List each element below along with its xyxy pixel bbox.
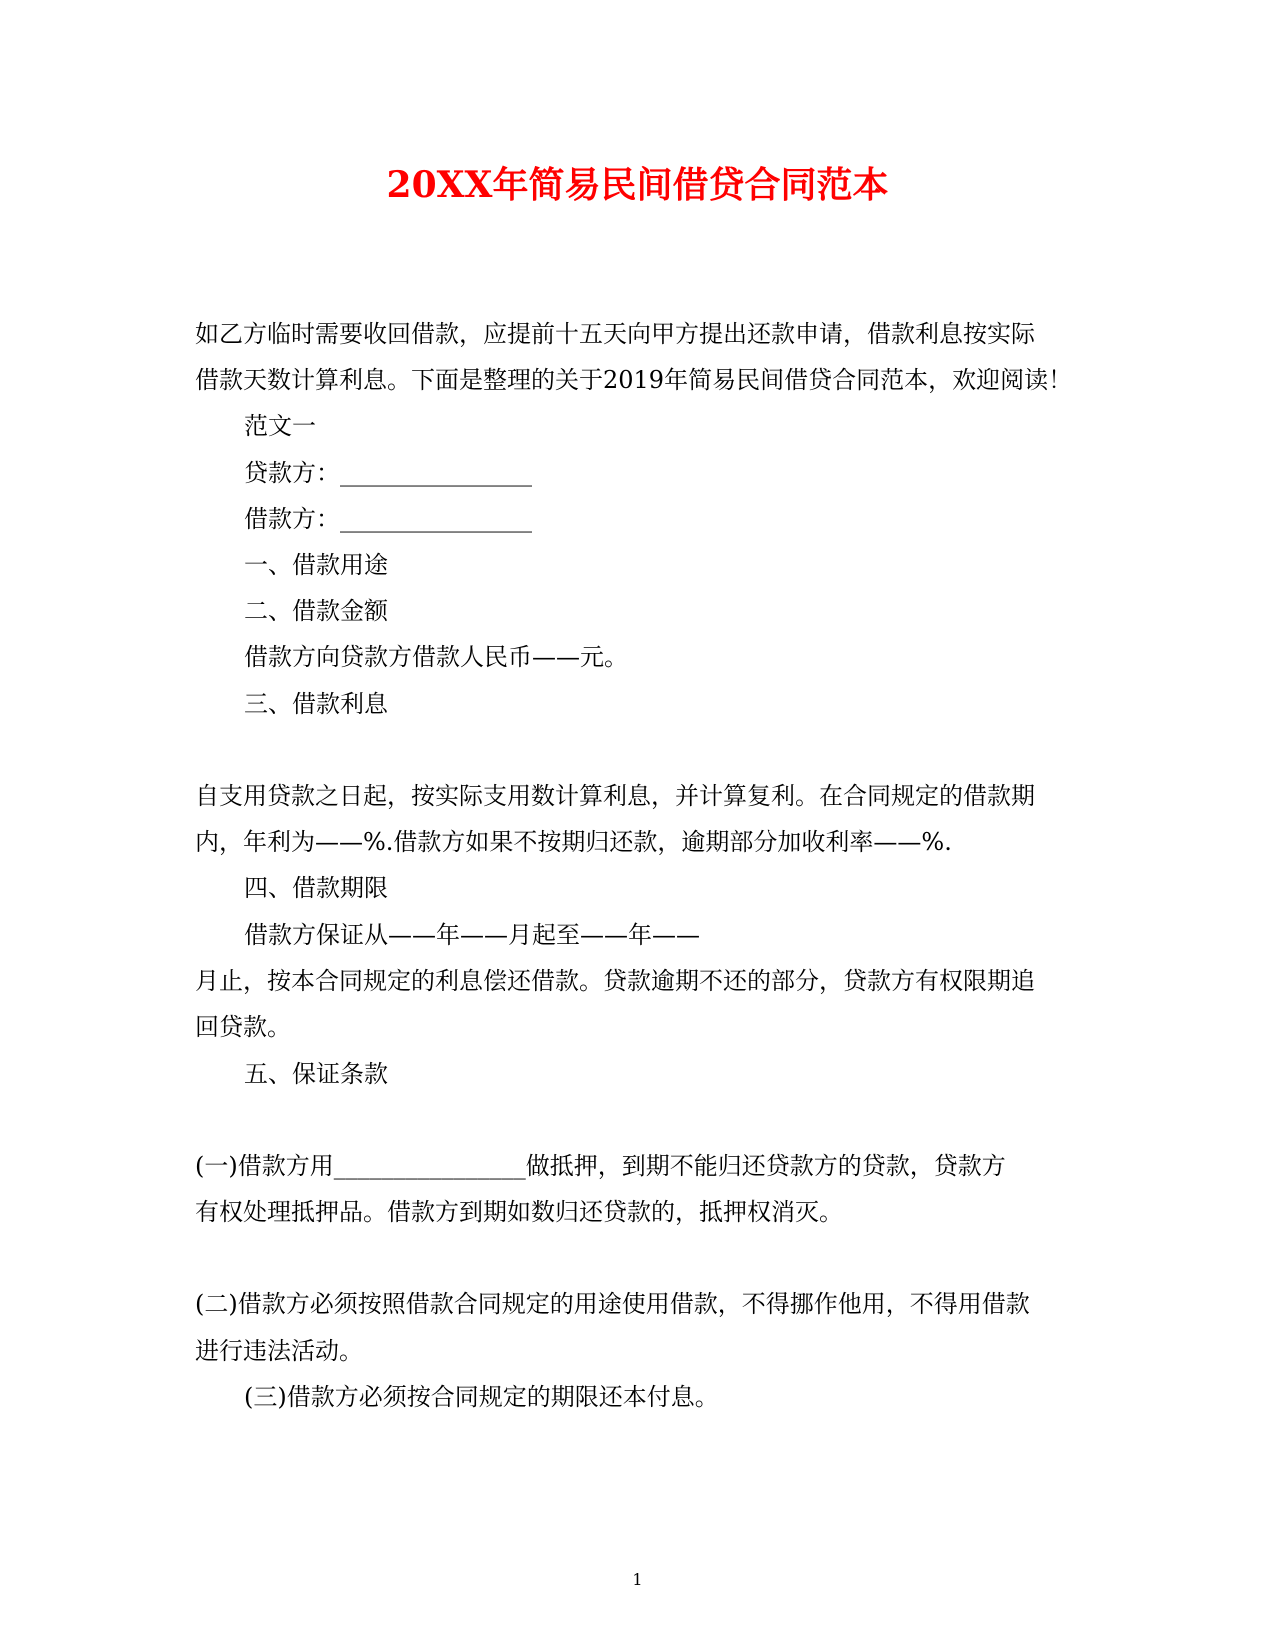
guarantee-item-1-line-1: (一)借款方用________________做抵押，到期不能归还贷款方的贷款，贷款方 <box>195 1152 1006 1180</box>
section-heading-purpose: 一、借款用途 <box>244 551 388 579</box>
guarantee-item-2-line-1: (二)借款方必须按照借款合同规定的用途使用借款，不得挪作他用，不得用借款 <box>195 1290 1030 1318</box>
sample-heading: 范文一 <box>244 412 316 440</box>
guarantee-item-2-line-2: 进行违法活动。 <box>195 1337 363 1365</box>
guarantee-item-3: (三)借款方必须按合同规定的期限还本付息。 <box>244 1383 719 1411</box>
section-heading-interest: 三、借款利息 <box>244 690 388 718</box>
term-clause-line-2: 月止，按本合同规定的利息偿还借款。贷款逾期不还的部分，贷款方有权限期追 <box>195 967 1035 995</box>
amount-clause: 借款方向贷款方借款人民币——元。 <box>244 643 628 671</box>
section-heading-amount: 二、借款金额 <box>244 597 388 625</box>
page-number: 1 <box>632 1570 643 1589</box>
paragraph-intro-line-1: 如乙方临时需要收回借款，应提前十五天向甲方提出还款申请，借款利息按实际 <box>195 320 1035 348</box>
guarantee-item-1-line-2: 有权处理抵押品。借款方到期如数归还贷款的，抵押权消灭。 <box>195 1198 843 1226</box>
interest-clause-line-1: 自支用贷款之日起，按实际支用数计算利息，并计算复利。在合同规定的借款期 <box>195 782 1035 810</box>
section-heading-guarantee: 五、保证条款 <box>244 1060 388 1088</box>
lender-line: 贷款方：________________ <box>244 459 532 487</box>
interest-clause-line-2: 内，年利为——%.借款方如果不按期归还款，逾期部分加收利率——%. <box>195 828 952 856</box>
paragraph-intro-line-2: 借款天数计算利息。下面是整理的关于2019年简易民间借贷合同范本，欢迎阅读！ <box>195 366 1073 394</box>
document-title: 20XX年简易民间借贷合同范本 <box>386 164 889 206</box>
term-clause-line-3: 回贷款。 <box>195 1013 291 1041</box>
term-clause-line-1: 借款方保证从——年——月起至——年—— <box>244 921 700 949</box>
borrower-line: 借款方：________________ <box>244 505 532 533</box>
section-heading-term: 四、借款期限 <box>244 874 388 902</box>
